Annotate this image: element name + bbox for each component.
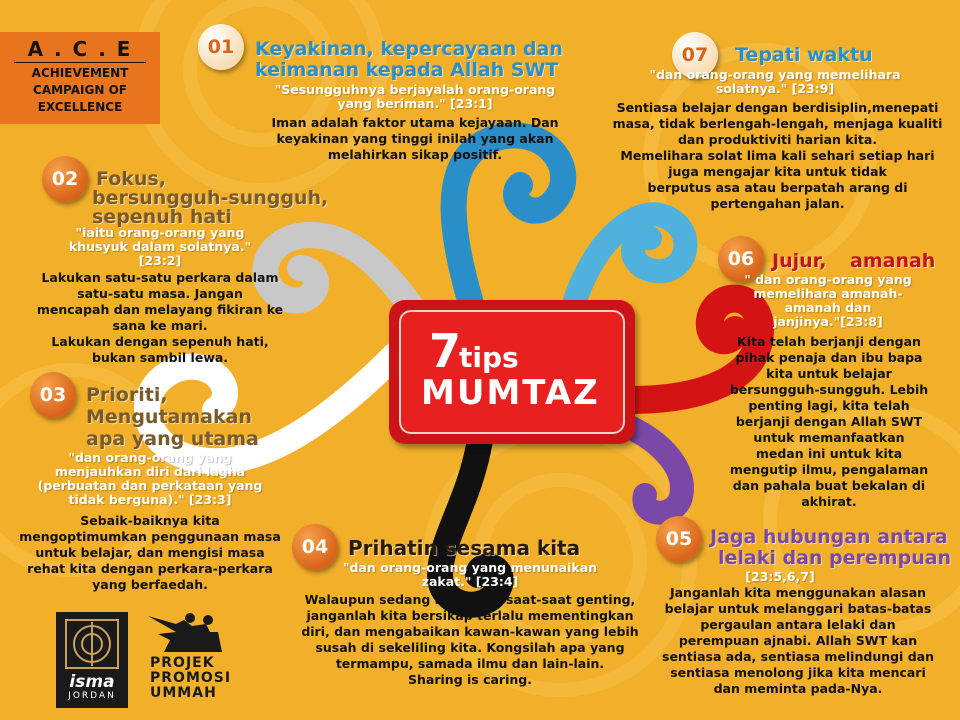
tip-07-body — [600, 100, 955, 212]
tip-05-badge: 05 — [656, 516, 702, 562]
ace-line1: ACHIEVEMENT — [31, 66, 129, 80]
isma-logo-subtext: JORDAN — [68, 691, 116, 701]
tip-06-badge: 06 — [718, 236, 764, 282]
tip-03-quote-line: tidak berguna)." [23:3] — [68, 492, 232, 507]
tip-07-body-line: Memelihara solat lima kali sehari setiap hari — [620, 148, 935, 163]
tip-02-body-line: satu-satu masa. Jangan — [77, 286, 243, 301]
projek-line1: PROJEK — [150, 655, 215, 671]
center-word: MUMTAZ — [421, 373, 600, 413]
tip-06-body-line: akhirat. — [801, 494, 857, 509]
tip-07-body-line: dan produktiviti harian kita. — [677, 132, 878, 147]
tip-01-heading-line2: keimanan kepada Allah SWT — [255, 59, 559, 81]
tip-01-body-line: melahirkan sikap positif. — [327, 147, 503, 162]
tip-02-body-line: Lakukan dengan sepenuh hati, — [51, 334, 269, 349]
tip-07-heading: Tepati waktu — [735, 44, 873, 66]
tip-03-heading-line3: apa yang utama — [86, 428, 259, 450]
tip-01-quote-line1: "Sesungguhnya berjayalah orang-orang — [274, 82, 556, 97]
tip-01-quote-line2: yang beriman." [23:1] — [337, 96, 493, 111]
ace-line3: EXCELLENCE — [37, 100, 123, 114]
tip-07-body-line: Sentiasa belajar dengan berdisiplin,menepati — [616, 100, 939, 115]
tip-07-quote-line2: solatnya." [23:9] — [715, 81, 835, 96]
tip-05-body-line: dan meminta pada-Nya. — [713, 681, 883, 696]
tip-06-body-line: bersungguh-sungguh. Lebih — [729, 382, 929, 397]
center-title-box — [389, 300, 635, 444]
tip-06-heading-a: Jujur, — [772, 250, 827, 272]
isma-logo — [56, 612, 128, 708]
tip-01-body — [255, 115, 575, 163]
tip-03-body-line: untuk belajar, dan mengisi masa — [35, 545, 265, 560]
tip-03-body-line: rehat kita dengan perkara-perkara — [27, 561, 273, 576]
tip-06-quote — [728, 273, 928, 329]
tip-07-quote-line1: "dan orang-orang yang memelihara — [649, 67, 901, 82]
tip-05-body-line: belajar untuk melanggari batas-batas — [664, 601, 932, 616]
tip-02-body-line: bukan sambil lewa. — [91, 350, 229, 365]
tip-02-body-line: mencapah dan melayang fikiran ke — [36, 302, 284, 317]
tip-06-quote-line: " dan orang-orang yang — [744, 272, 912, 287]
tip-06-body-line: pihak penaja dan ibu bapa — [735, 350, 923, 365]
ace-line2: CAMPAIGN OF — [33, 83, 127, 97]
tip-04-body — [290, 592, 650, 688]
tip-06-body-line: mengutip ilmu, pengalaman — [729, 462, 929, 477]
ace-divider — [14, 62, 146, 63]
tip-03-badge: 03 — [30, 372, 76, 418]
tip-02-quote — [30, 226, 290, 268]
tip-07-badge: 07 — [672, 32, 718, 78]
tip-03-quote-line: "dan orang-orang yang — [68, 450, 232, 465]
tip-05-quote: [23:5,6,7] — [745, 569, 815, 584]
tip-03-body-line: yang berfaedah. — [92, 577, 208, 592]
tip-02-body-line: sana ke mari. — [112, 318, 208, 333]
tip-05-body-line: pergaulan antara lelaki dan — [700, 617, 896, 632]
tip-06-quote-line: amanah dan — [784, 300, 872, 315]
tip-06-quote-line: memelihara amanah- — [753, 286, 903, 301]
tip-05-body-line: sentiasa menolong jika kita mencari — [670, 665, 926, 680]
tip-03-quote-line: (perbuatan dan perkataan yang — [37, 478, 263, 493]
tip-05-body-line: perempuan ajnabi. Allah SWT kan — [678, 633, 918, 648]
tip-06-body — [718, 334, 940, 510]
tip-03-body-line: Sebaik-baiknya kita — [80, 513, 220, 528]
tip-03-heading-line1: Prioriti, — [86, 384, 168, 406]
tip-02-heading-line2: bersungguh-sungguh, — [92, 187, 329, 209]
tip-04-quote-line1: "dan orang-orang yang menunaikan — [342, 560, 598, 575]
tip-01-badge: 01 — [198, 24, 244, 70]
tip-01-body-line: keyakinan yang tinggi inilah yang akan — [276, 131, 554, 146]
tip-04-badge: 04 — [292, 524, 338, 570]
tip-04-body-line: diri, dan mengabaikan kawan-kawan yang lebih — [301, 624, 639, 639]
tip-06-quote-line: janjinya."[23:8] — [773, 314, 883, 329]
tip-04-body-line: susah di sekeliling kita. Kongsilah apa yang — [315, 640, 625, 655]
tip-03-quote-line: menjauhkan diri dari lagha — [54, 464, 246, 479]
tip-06-body-line: medan ini untuk kita — [755, 446, 903, 461]
tip-03-body-line: mengoptimumkan penggunaan masa — [19, 529, 281, 544]
ace-box — [0, 32, 160, 124]
tip-06-body-line: dan pahala buat bekalan di — [732, 478, 926, 493]
tip-06-body-line: untuk memanfaatkan — [753, 430, 905, 445]
tip-04-body-line: termampu, samada ilmu dan lain-lain. — [335, 656, 605, 671]
tip-02-body — [20, 270, 300, 366]
tip-03-heading-line2: Mengutamakan — [86, 406, 252, 428]
tip-02-body-line: Lakukan satu-satu perkara dalam — [41, 270, 279, 285]
center-tips: tips — [459, 341, 519, 374]
projek-logo-text — [150, 656, 240, 701]
tip-02-heading-line3: sepenuh hati — [92, 206, 232, 228]
projek-promosi-emblem-icon — [146, 610, 228, 654]
tip-03-quote — [10, 451, 290, 507]
tip-06-body-line: penting lagi, kita telah — [748, 398, 910, 413]
tip-07-body-line: masa, tidak berlengah-lengah, menjaga kualiti — [612, 116, 943, 131]
tip-06-body-line: Kita telah berjanji dengan — [737, 334, 921, 349]
tip-05-body — [648, 585, 948, 697]
tip-02-badge: 02 — [42, 156, 88, 202]
tip-01-heading-line1: Keyakinan, kepercayaan dan — [255, 38, 563, 60]
isma-logo-text: isma — [69, 672, 115, 692]
tip-04-body-line: janganlah kita bersikap terlalu mementingkan — [306, 608, 634, 623]
tip-02-quote-line: "iaitu orang-orang yang — [75, 225, 245, 240]
ace-title: A . C . E — [27, 37, 133, 61]
tip-02-quote-line: khusyuk dalam solatnya." — [68, 239, 252, 254]
tip-04-body-line: Walaupun sedang berada di saat-saat genting, — [304, 592, 636, 607]
tip-06-body-line: kita untuk belajar — [766, 366, 892, 381]
tip-02-quote-line: [23:2] — [138, 253, 182, 268]
tip-05-heading-line1: Jaga hubungan antara — [710, 526, 948, 548]
tip-04-body-line: Sharing is caring. — [408, 672, 532, 687]
tip-07-body-line: pertengahan jalan. — [710, 196, 845, 211]
tip-01-body-line: Iman adalah faktor utama kejayaan. Dan — [271, 115, 559, 130]
tip-05-body-line: Janganlah kita menggunakan alasan — [669, 585, 927, 600]
projek-line2: PROMOSI — [150, 670, 232, 686]
tip-06-heading-b: amanah — [850, 250, 936, 272]
tip-05-body-line: sentiasa ada, sentiasa melindungi dan — [662, 649, 934, 664]
isma-emblem-icon — [62, 618, 122, 670]
tip-07-body-line: juga mengajar kita untuk tidak — [668, 164, 887, 179]
tip-06-body-line: berjanji dengan Allah SWT — [735, 414, 923, 429]
tip-04-heading: Prihatin sesama kita — [348, 536, 581, 560]
tip-03-body — [0, 513, 300, 593]
tip-04-quote-line2: zakat." [23:4] — [421, 574, 519, 589]
center-number: 7 — [429, 324, 462, 378]
tip-05-heading-line2: lelaki dan perempuan — [718, 547, 952, 569]
tip-07-body-line: berputus asa atau berpatah arang di — [647, 180, 908, 195]
projek-line3: UMMAH — [150, 685, 217, 701]
tip-02-heading-line1: Fokus, — [96, 168, 166, 190]
